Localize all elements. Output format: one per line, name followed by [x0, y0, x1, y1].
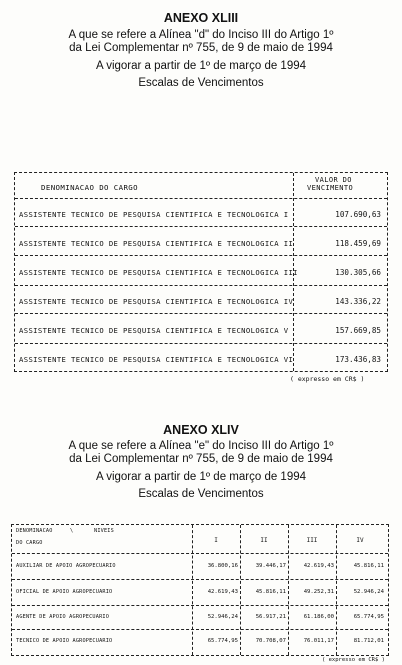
level-header: I [214, 537, 218, 544]
table-cell: 56.917,21 [255, 614, 286, 620]
row-divider [15, 313, 387, 314]
table-row-valor: 173.436,83 [335, 355, 381, 364]
level-header: IV [356, 537, 364, 544]
row-divider [15, 255, 387, 256]
annex44-line4: Escalas de Vencimentos [138, 488, 264, 500]
row-divider [12, 605, 388, 606]
table-cell: 36.800,16 [207, 563, 238, 569]
row-divider [12, 553, 388, 554]
currency-note: ( expresso em CR$ ) [322, 657, 385, 663]
row-divider [15, 343, 387, 344]
annex44-line2: da Lei Complementar nº 755, de 9 de maio de 1994 [69, 453, 333, 465]
table-row-cargo: ASSISTENTE TECNICO DE PESQUISA CIENTIFICA E TECNOLOGICA III [19, 268, 298, 277]
table-row-valor: 107.690,63 [335, 210, 381, 219]
annex43-table [14, 172, 388, 372]
table-row-cargo: ASSISTENTE TECNICO DE PESQUISA CIENTIFICA E TECNOLOGICA V [19, 326, 289, 335]
table-cell: 42.619,43 [303, 563, 334, 569]
row-divider [15, 285, 387, 286]
table-row-cargo: OFICIAL DE APOIO AGROPECUARIO [16, 589, 113, 595]
col-header-valor-1: VALOR DO [315, 176, 352, 184]
row-divider [12, 629, 388, 630]
table-cell: 70.708,07 [255, 638, 286, 644]
level-header: III [306, 537, 318, 544]
annex44-line1: A que se refere a Alínea "e" do Inciso III do Artigo 1º [68, 440, 334, 452]
annex44-table [11, 524, 389, 656]
table-row-valor: 130.305,66 [335, 268, 381, 277]
level-header: II [260, 537, 268, 544]
table-cell: 52.946,24 [353, 589, 384, 595]
table-cell: 52.946,24 [207, 614, 238, 620]
table-row-cargo: AUXILIAR DE APOIO AGROPECUARIO [16, 563, 116, 569]
row-divider [15, 226, 387, 227]
table-row-cargo: ASSISTENTE TECNICO DE PESQUISA CIENTIFICA E TECNOLOGICA IV [19, 297, 294, 306]
annex44-title: ANEXO XLIV [163, 423, 239, 437]
row-divider [12, 579, 388, 580]
annex43-title: ANEXO XLIII [163, 11, 239, 25]
table-cell: 61.186,00 [303, 614, 334, 620]
annex43-line2: da Lei Complementar nº 755, de 9 de maio de 1994 [69, 42, 333, 54]
annex43-line3: A vigorar a partir de 1º de março de 1994 [95, 60, 307, 72]
table-row-cargo: ASSISTENTE TECNICO DE PESQUISA CIENTIFICA E TECNOLOGICA VI [19, 355, 294, 364]
hdr-niveis: NIVEIS [94, 528, 114, 534]
table-cell: 45.816,11 [353, 563, 384, 569]
table-row-cargo: AGENTE DE APOIO AGROPECUARIO [16, 614, 110, 620]
table-cell: 81.712,01 [353, 638, 384, 644]
table-row-valor: 157.669,85 [335, 326, 381, 335]
table-cell: 42.619,43 [207, 589, 238, 595]
table-cell: 45.816,11 [255, 589, 286, 595]
annex44-line3: A vigorar a partir de 1º de março de 1994 [95, 471, 307, 483]
annex43-header [0, 11, 402, 90]
table-cell: 39.446,17 [255, 563, 286, 569]
table-row-cargo: ASSISTENTE TECNICO DE PESQUISA CIENTIFICA E TECNOLOGICA I [19, 210, 289, 219]
table-row-valor: 143.336,22 [335, 297, 381, 306]
table-cell: 65.774,95 [353, 614, 384, 620]
table-row-cargo: TECNICO DE APOIO AGROPECUARIO [16, 638, 113, 644]
hdr-do-cargo: DO CARGO [16, 540, 43, 546]
col-header-cargo: DENOMINACAO DO CARGO [41, 183, 138, 192]
hdr-slash: \ [70, 528, 74, 534]
table-cell: 76.011,17 [303, 638, 334, 644]
hdr-denominacao: DENOMINACAO [16, 528, 53, 534]
col-header-valor-2: VENCIMENTO [307, 184, 354, 192]
annex43-line4: Escalas de Vencimentos [138, 77, 264, 89]
table-row-valor: 118.459,69 [335, 239, 381, 248]
annex44-header [0, 423, 402, 501]
table-row-cargo: ASSISTENTE TECNICO DE PESQUISA CIENTIFICA E TECNOLOGICA II [19, 239, 294, 248]
currency-note: ( expresso em CR$ ) [290, 375, 365, 383]
annex43-line1: A que se refere a Alínea "d" do Inciso III do Artigo 1º [68, 29, 334, 41]
table-cell: 65.774,95 [207, 638, 238, 644]
table-cell: 49.252,31 [303, 589, 334, 595]
row-divider [15, 198, 387, 199]
